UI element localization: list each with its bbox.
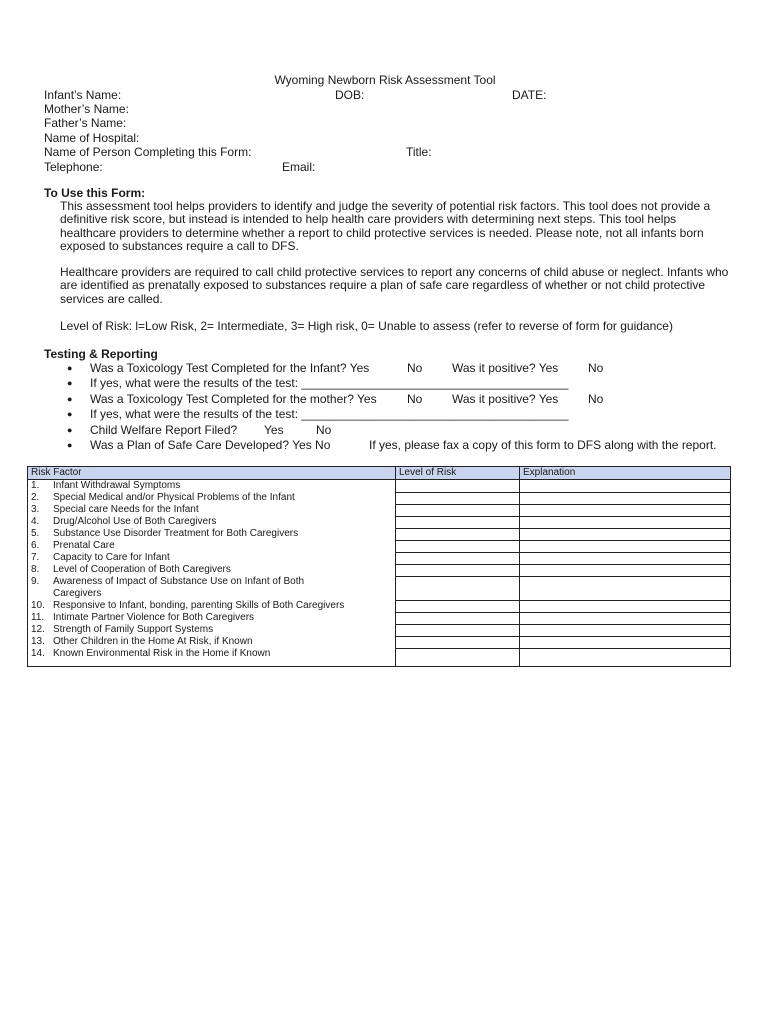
infant-positive-question: Was it positive? Yes (452, 361, 559, 375)
risk-factor-text: Responsive to Infant, bonding, parenting Skills of Both Caregivers (53, 600, 345, 611)
list-item (60, 361, 717, 376)
infant-results-line: If yes, what were the results of the test: ________________________________________ (90, 376, 569, 391)
risk-factor-number: 5. (31, 528, 40, 539)
instructions-paragraph-1: This assessment tool helps providers to identify and judge the severity of potential risk factors. This tool does not provide a definitive risk score, but instead is intended to help health care providers with determining next steps. This tool helps healthcare providers to determine whether a report to child protective services is needed. Please note, not all infants born exposed to substances require a call to DFS. (60, 199, 711, 254)
infant-tox-question: Was a Toxicology Test Completed for the Infant? Yes (90, 361, 370, 375)
level-of-risk-cell[interactable] (396, 648, 520, 667)
explanation-cell[interactable] (520, 480, 731, 493)
explanation-cell[interactable] (520, 552, 731, 564)
table-row (28, 540, 731, 552)
risk-factor-cell (28, 480, 396, 493)
explanation-cell[interactable] (520, 528, 731, 540)
risk-factor-text: Capacity to Care for Infant (53, 552, 170, 563)
table-row (28, 492, 731, 504)
mother-tox-question: Was a Toxicology Test Completed for the mother? Yes (90, 391, 377, 406)
explanation-cell[interactable] (520, 540, 731, 552)
email-label: Email: (282, 160, 316, 174)
risk-factor-cell (28, 648, 396, 667)
table-header-row (28, 467, 731, 480)
risk-factor-text: Other Children in the Home At Risk, if Known (53, 636, 253, 647)
risk-factor-cell (28, 576, 396, 600)
table-row (28, 600, 731, 612)
risk-factor-text: Awareness of Impact of Substance Use on Infant of Both Caregivers (53, 576, 305, 599)
risk-factor-number: 9. (31, 576, 40, 587)
explanation-cell[interactable] (520, 492, 731, 504)
list-item (60, 423, 717, 438)
infant-name-label: Infant’s Name: (44, 88, 122, 102)
risk-factor-cell (28, 504, 396, 516)
risk-factor-text: Infant Withdrawal Symptoms (53, 480, 181, 491)
risk-factor-cell (28, 612, 396, 624)
table-row (28, 576, 731, 600)
infant-positive-no: No (588, 361, 604, 375)
risk-factor-number: 11. (31, 612, 45, 623)
hospital-label: Name of Hospital: (44, 131, 140, 145)
risk-factor-text: Strength of Family Support Systems (53, 624, 214, 635)
table-row (28, 504, 731, 516)
father-name-label: Father’s Name: (44, 116, 127, 130)
level-of-risk-cell[interactable] (396, 492, 520, 504)
risk-factor-text: Prenatal Care (53, 540, 115, 551)
mother-positive-no: No (588, 391, 604, 406)
welfare-report-yes: Yes (264, 422, 284, 437)
risk-factor-text: Level of Cooperation of Both Caregivers (53, 564, 231, 575)
list-item (60, 392, 717, 407)
risk-factor-text: Special Medical and/or Physical Problems of the Infant (53, 492, 295, 503)
explanation-cell[interactable] (520, 648, 731, 667)
risk-factor-table (27, 466, 731, 667)
dob-label: DOB: (335, 88, 365, 102)
level-of-risk-cell[interactable] (396, 552, 520, 564)
testing-heading: Testing & Reporting (44, 347, 158, 361)
table-row (28, 480, 731, 493)
explanation-cell[interactable] (520, 636, 731, 648)
welfare-report-no: No (316, 422, 332, 437)
risk-factor-number: 13. (31, 636, 45, 647)
level-of-risk-cell[interactable] (396, 576, 520, 600)
infant-tox-no: No (407, 361, 423, 375)
explanation-cell[interactable] (520, 600, 731, 612)
list-item (60, 438, 717, 453)
table-row (28, 648, 731, 667)
risk-factor-text: Substance Use Disorder Treatment for Both Caregivers (53, 528, 299, 539)
level-of-risk-cell[interactable] (396, 624, 520, 636)
risk-factor-cell (28, 516, 396, 528)
header-explanation: Explanation (520, 467, 731, 480)
level-of-risk-cell[interactable] (396, 612, 520, 624)
risk-factor-text: Drug/Alcohol Use of Both Caregivers (53, 516, 217, 527)
risk-factor-cell (28, 552, 396, 564)
table-row (28, 552, 731, 564)
risk-factor-cell (28, 600, 396, 612)
risk-factor-number: 14. (31, 648, 45, 659)
list-item (60, 407, 717, 422)
explanation-cell[interactable] (520, 504, 731, 516)
title-field-label: Title: (406, 145, 432, 159)
explanation-cell[interactable] (520, 516, 731, 528)
level-of-risk-cell[interactable] (396, 636, 520, 648)
risk-factor-cell (28, 492, 396, 504)
testing-list (60, 361, 717, 453)
risk-factor-text: Special care Needs for the Infant (53, 504, 199, 515)
risk-factor-number: 10. (31, 600, 45, 611)
instructions-paragraph-2: Healthcare providers are required to call child protective services to report any concerns of child abuse or neglect. Infants who are identified as prenatally exposed to substances require a plan of safe care regardless of whether or not child protective services are called. (60, 265, 729, 306)
risk-factor-number: 3. (31, 504, 40, 515)
table-row (28, 624, 731, 636)
risk-table-body (28, 480, 731, 667)
person-completing-label: Name of Person Completing this Form: (44, 145, 252, 159)
instructions-heading: To Use this Form: (44, 186, 146, 200)
level-of-risk-cell[interactable] (396, 600, 520, 612)
explanation-cell[interactable] (520, 612, 731, 624)
risk-factor-cell (28, 528, 396, 540)
table-row (28, 636, 731, 648)
mother-results-line: If yes, what were the results of the test: ________________________________________ (90, 407, 569, 422)
mother-name-label: Mother’s Name: (44, 102, 129, 116)
level-of-risk-cell[interactable] (396, 504, 520, 516)
table-row (28, 516, 731, 528)
risk-factor-text: Intimate Partner Violence for Both Caregivers (53, 612, 255, 623)
risk-factor-cell (28, 540, 396, 552)
header-risk-factor: Risk Factor (28, 467, 396, 480)
telephone-label: Telephone: (44, 160, 103, 174)
level-of-risk-cell[interactable] (396, 564, 520, 576)
table-row (28, 612, 731, 624)
level-of-risk-cell[interactable] (396, 480, 520, 493)
risk-factor-number: 2. (31, 492, 40, 503)
explanation-cell[interactable] (520, 576, 731, 600)
risk-factor-cell (28, 624, 396, 636)
risk-factor-number: 4. (31, 516, 40, 527)
risk-factor-number: 12. (31, 624, 45, 635)
mother-tox-no: No (407, 391, 423, 406)
level-of-risk-cell[interactable] (396, 540, 520, 552)
risk-factor-number: 8. (31, 564, 40, 575)
explanation-cell[interactable] (520, 564, 731, 576)
list-item (60, 376, 717, 391)
mother-positive-question: Was it positive? Yes (452, 391, 559, 406)
risk-level-legend: Level of Risk: l=Low Risk, 2= Intermediate, 3= High risk, 0= Unable to assess (refer to reverse of form for guidance) (60, 319, 673, 333)
risk-factor-number: 7. (31, 552, 40, 563)
explanation-cell[interactable] (520, 624, 731, 636)
safe-care-question: Was a Plan of Safe Care Developed? Yes No (90, 437, 331, 452)
date-label: DATE: (512, 88, 547, 102)
level-of-risk-cell[interactable] (396, 528, 520, 540)
form-title: Wyoming Newborn Risk Assessment Tool (274, 73, 496, 87)
risk-factor-text: Known Environmental Risk in the Home if Known (53, 648, 271, 659)
risk-factor-cell (28, 564, 396, 576)
header-level-of-risk: Level of Risk (396, 467, 520, 480)
level-of-risk-cell[interactable] (396, 516, 520, 528)
welfare-report-question: Child Welfare Report Filed? (90, 422, 238, 437)
risk-factor-cell (28, 636, 396, 648)
risk-factor-number: 1. (31, 480, 40, 491)
risk-factor-number: 6. (31, 540, 40, 551)
table-row (28, 528, 731, 540)
safe-care-note: If yes, please fax a copy of this form to DFS along with the report. (369, 437, 717, 452)
table-row (28, 564, 731, 576)
